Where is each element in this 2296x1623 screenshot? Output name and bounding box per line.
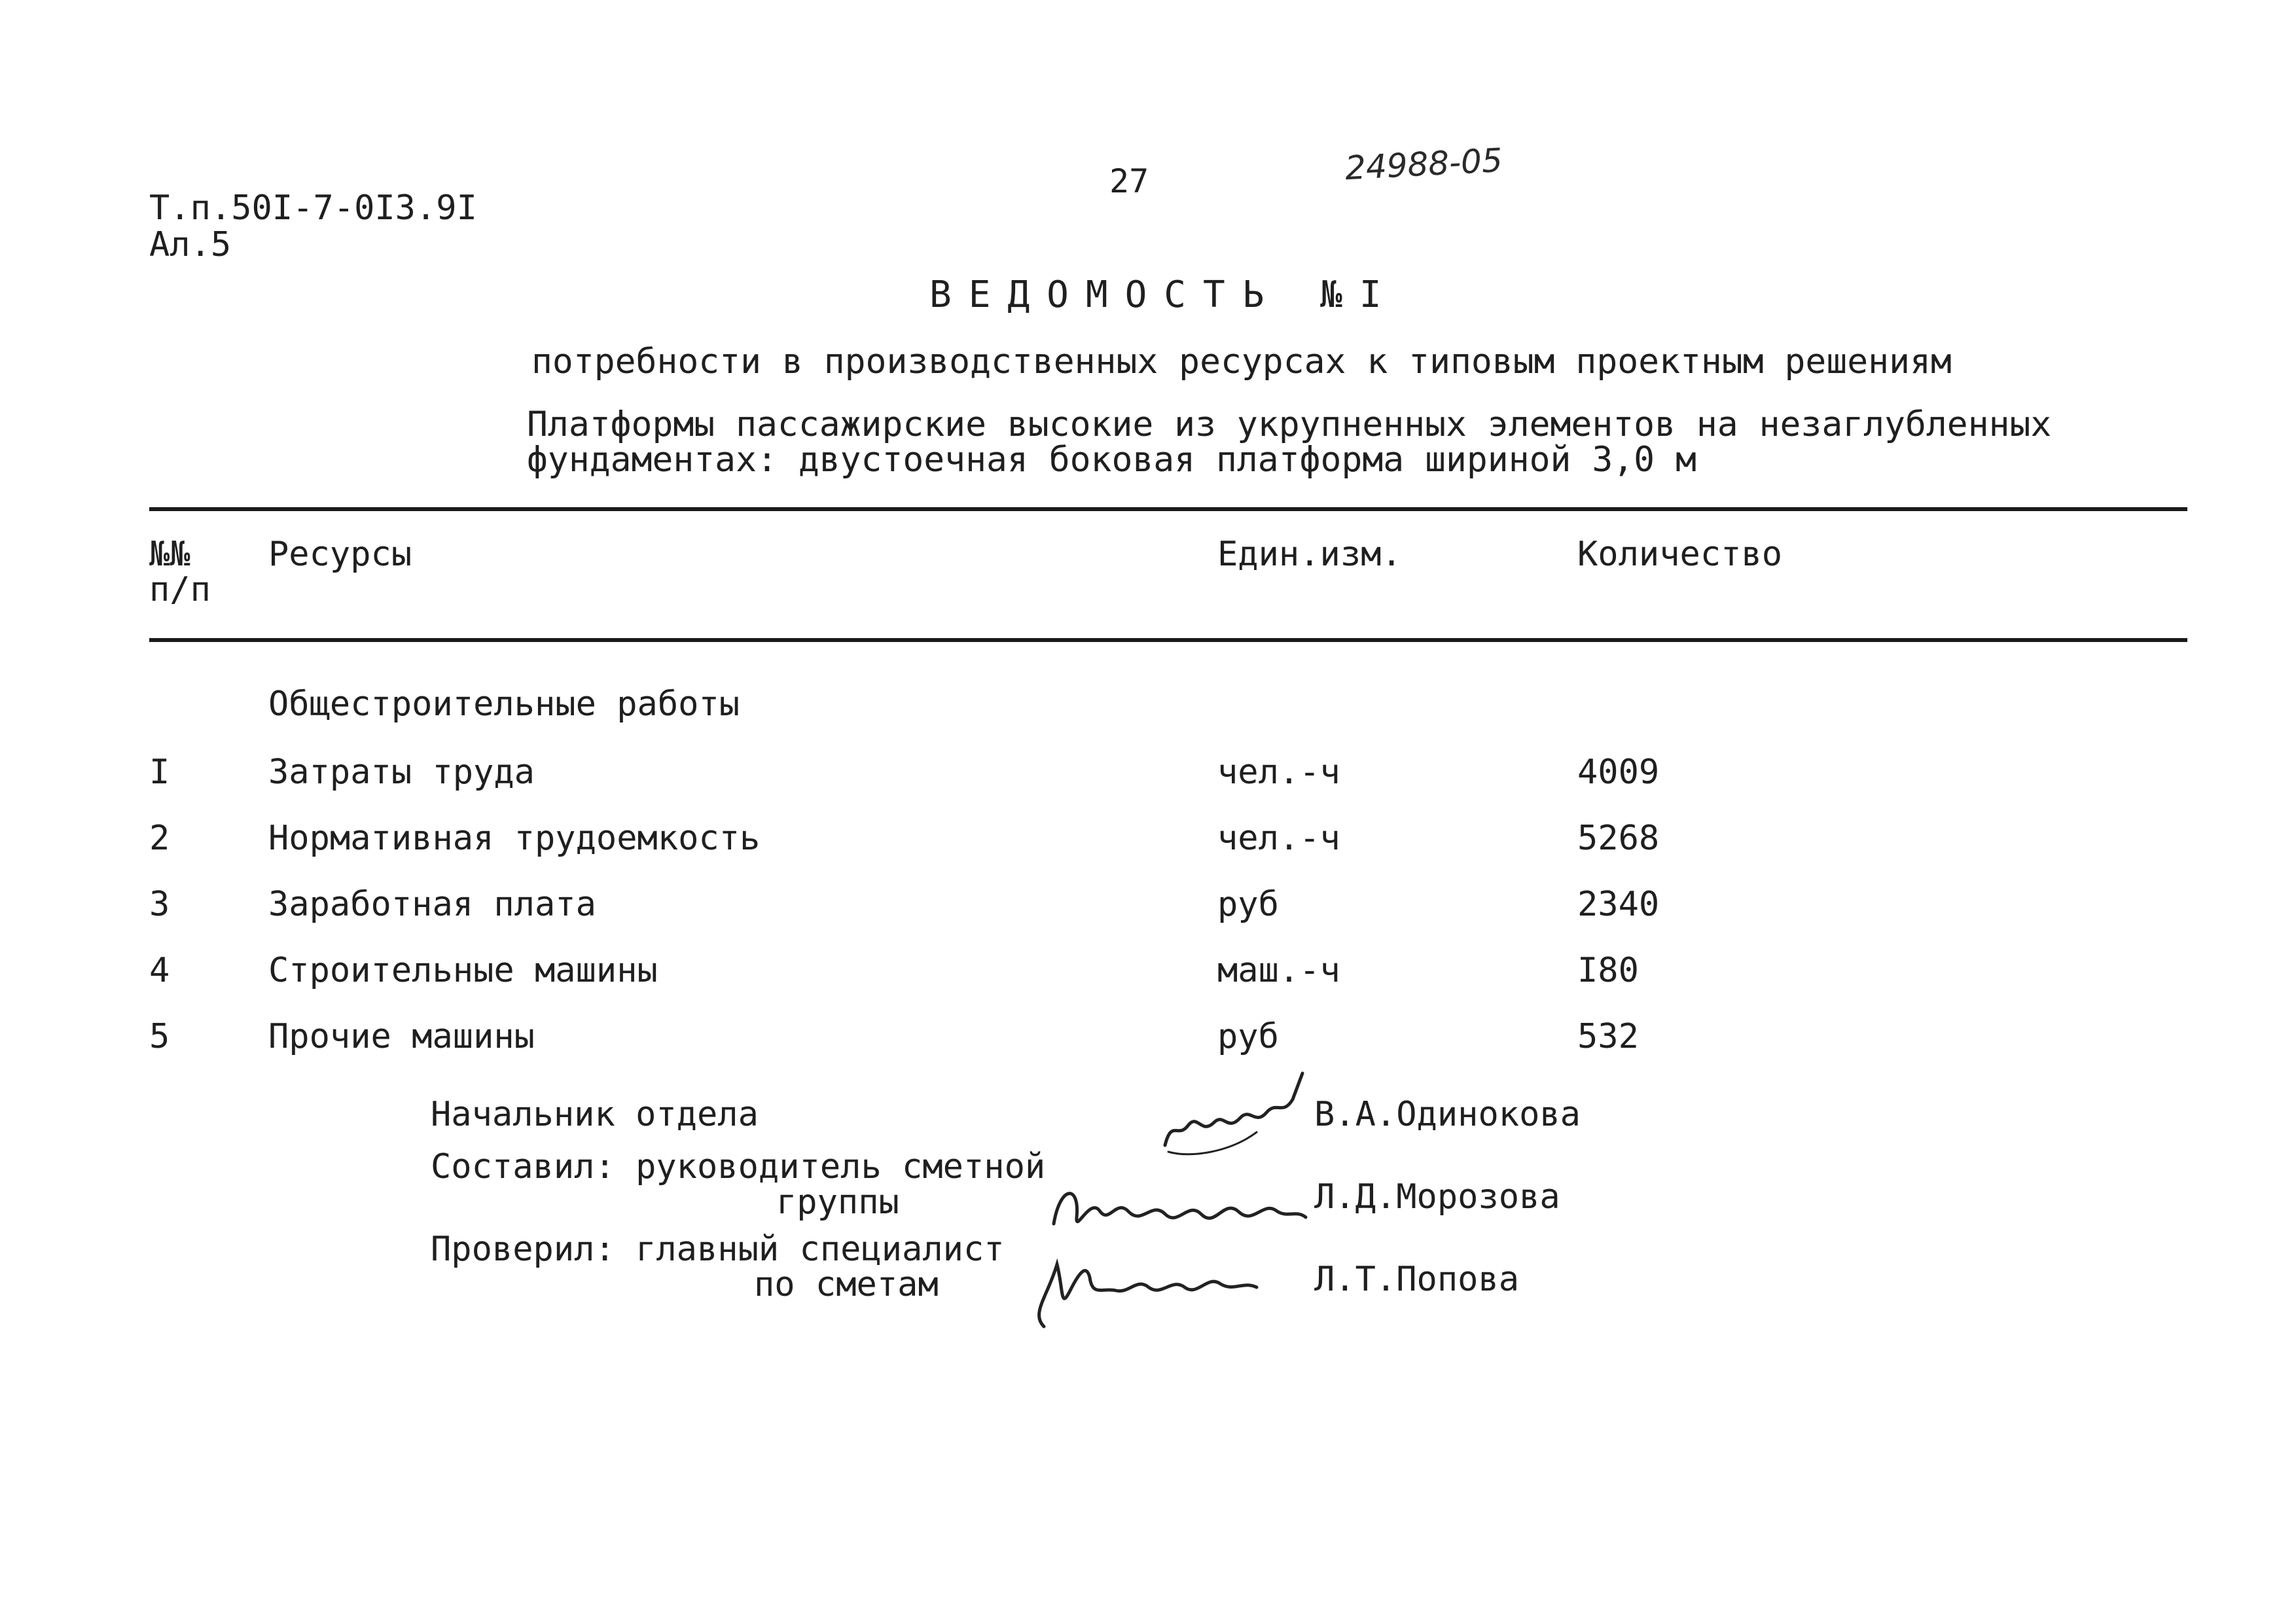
document-subtitle: потребности в производственных ресурсах к типовым проектным решениям: [531, 342, 1952, 382]
handwritten-number: 24988-05: [1344, 141, 1504, 188]
row-resource: Затраты труда: [268, 753, 535, 792]
header-resource: Ресурсы: [268, 535, 412, 574]
table-row: [0, 819, 2296, 858]
table-row: [0, 951, 2296, 990]
page-number: 27: [1109, 162, 1149, 200]
row-num: 2: [149, 819, 170, 858]
document-title: ВЕДОМОСТЬ №I: [929, 274, 1399, 316]
description-line1: Платформы пассажирские высокие из укрупненных элементов на незаглубленных: [527, 404, 2052, 444]
row-quantity: 2340: [1577, 885, 1660, 924]
row-unit: маш.-ч: [1217, 951, 1340, 990]
description-line2: фундаментах: двустоечная боковая платформа шириной 3,0 м: [527, 440, 1696, 480]
row-quantity: 532: [1577, 1017, 1639, 1056]
document-description: [527, 404, 2052, 480]
row-unit: руб: [1217, 1017, 1279, 1056]
row-unit: чел.-ч: [1217, 753, 1340, 792]
checked-by-label-line2: по сметам: [754, 1265, 939, 1304]
document-code-line2: Ал.5: [149, 225, 232, 264]
checked-by-name: Л.Т.Попова: [1314, 1260, 1520, 1299]
row-num: I: [149, 753, 170, 792]
document-code-line1: Т.п.50I-7-0I3.9I: [149, 188, 477, 228]
row-num: 5: [149, 1017, 170, 1056]
compiled-signature: [1044, 1171, 1319, 1243]
table-header-rule: [149, 638, 2187, 642]
row-unit: чел.-ч: [1217, 819, 1340, 858]
table-row: [0, 885, 2296, 924]
header-unit: Един.изм.: [1217, 535, 1402, 574]
checked-signature: [1024, 1251, 1273, 1336]
compiled-by-label-line2: группы: [776, 1183, 899, 1222]
header-num-line1: №№: [149, 535, 190, 574]
row-num: 4: [149, 951, 170, 990]
compiled-by-label: [431, 1149, 1045, 1220]
row-resource: Заработная плата: [268, 885, 596, 924]
header-num-line2: п/п: [149, 570, 211, 609]
row-resource: Нормативная трудоемкость: [268, 819, 761, 858]
row-resource: Строительные машины: [268, 951, 658, 990]
header-num: [149, 537, 211, 607]
document-code: [149, 190, 477, 263]
compiled-by-label-line1: Составил: руководитель сметной: [431, 1147, 1046, 1186]
compiled-by-name: Л.Д.Морозова: [1314, 1177, 1560, 1217]
row-quantity: 4009: [1577, 753, 1660, 792]
row-resource: Прочие машины: [268, 1017, 535, 1056]
checked-by-label-line1: Проверил: главный специалист: [431, 1230, 1005, 1269]
head-of-department-name: В.А.Одинокова: [1314, 1095, 1581, 1134]
row-num: 3: [149, 885, 170, 924]
row-quantity: 5268: [1577, 819, 1660, 858]
head-signature: [1152, 1060, 1322, 1165]
header-quantity: Количество: [1577, 535, 1783, 574]
head-of-department-label: Начальник отдела: [431, 1095, 759, 1134]
row-unit: руб: [1217, 885, 1279, 924]
checked-by-label: [431, 1232, 1005, 1302]
table-row: [0, 753, 2296, 792]
section-title: Общестроительные работы: [268, 685, 740, 724]
table-row: [0, 1017, 2296, 1056]
row-quantity: I80: [1577, 951, 1639, 990]
table-top-rule: [149, 507, 2187, 511]
